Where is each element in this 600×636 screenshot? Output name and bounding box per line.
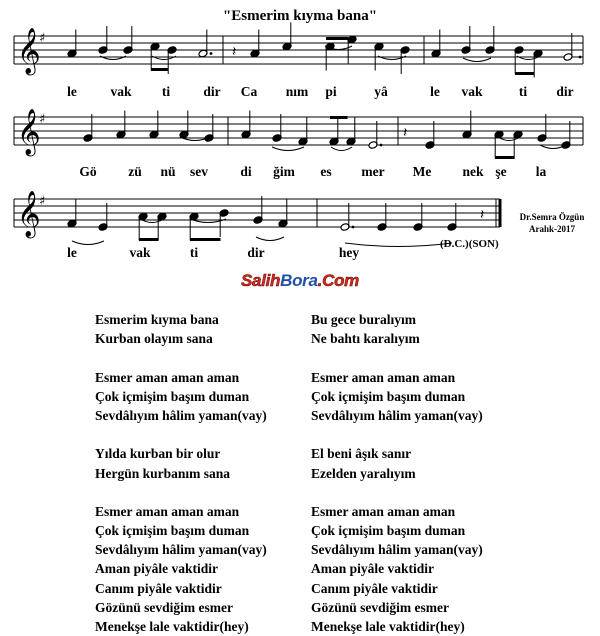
treble-clef-icon: 𝄞	[17, 191, 41, 237]
slur	[256, 237, 284, 241]
staff-syllable: zü	[128, 164, 142, 179]
slur	[272, 147, 304, 151]
staff-syllable: vak	[461, 84, 483, 99]
lyric-line: Menekşe lale vaktidir(hey)	[311, 619, 465, 634]
staff-syllable: ti	[518, 84, 528, 99]
lyric-line: Sevdâlıyım hâlim yaman(vay)	[95, 542, 267, 558]
lyric-line: Çok içmişim başım duman	[95, 388, 250, 404]
repeat-mark: (D.C.)(SON)	[440, 238, 499, 250]
composer-credit	[504, 211, 600, 235]
staff-syllable: yâ	[374, 84, 388, 99]
lyric-line: Esmerim kıyma bana	[95, 312, 219, 327]
lyric-line: Bu gece buralıyım	[311, 312, 416, 327]
staff-syllable: Gö	[79, 164, 97, 179]
staff-syllable: le	[67, 245, 77, 260]
sharp-icon: ♯	[39, 31, 46, 46]
staff-syllable: vak	[110, 84, 132, 99]
lyric-line: Esmer aman aman aman	[311, 503, 456, 519]
treble-clef-icon: 𝄞	[17, 109, 41, 155]
lyric-line: Gözünü sevdiğim esmer	[95, 599, 233, 615]
site-logo	[0, 271, 600, 291]
note-beam	[330, 116, 348, 119]
treble-clef-icon: 𝄞	[17, 28, 41, 74]
lyric-line: Esmer aman aman aman	[311, 369, 456, 385]
augmentation-dot	[210, 52, 213, 55]
song-title: "Esmerim kıyma bana"	[222, 8, 378, 24]
slur	[463, 58, 491, 62]
lyric-line: Kurban olayım sana	[95, 331, 213, 347]
lyric-line: Sevdâlıyım hâlim yaman(vay)	[311, 407, 483, 423]
note-beam	[190, 238, 221, 241]
lyric-line: Canım piyâle vaktidir	[311, 580, 438, 596]
staff-syllable: dir	[203, 84, 221, 99]
logo-part-2: Bora	[280, 271, 318, 290]
slur	[345, 243, 452, 247]
lyric-line: Menekşe lale vaktidir(hey)	[95, 619, 249, 634]
credit-name: Dr.Semra Özgün	[519, 212, 585, 222]
lyric-line: Çok içmişim başım duman	[311, 523, 466, 539]
note-beam	[139, 238, 159, 241]
lyric-line: Sevdâlıyım hâlim yaman(vay)	[311, 542, 483, 558]
note-beam	[495, 156, 515, 159]
staff-syllable: ti	[189, 245, 199, 260]
staff-syllable: le	[67, 84, 77, 99]
slur	[72, 241, 104, 245]
rest-icon: 𝄽	[232, 44, 237, 60]
lyric-line: El beni âşık sanır	[311, 446, 412, 462]
lyric-line: Ne bahtı karalıyım	[311, 331, 420, 347]
sharp-icon: ♯	[39, 194, 46, 209]
lyric-line: Canım piyâle vaktidir	[95, 580, 222, 596]
staff-syllable: le	[430, 84, 440, 99]
lyric-line: Çok içmişim başım duman	[95, 523, 250, 539]
staff-syllable: sev	[190, 164, 208, 179]
lyric-line: Esmer aman aman aman	[95, 503, 240, 519]
note-beam	[515, 72, 535, 75]
lyric-line: Yılda kurban bir olur	[95, 446, 221, 462]
slur	[331, 147, 352, 151]
augmentation-dot	[352, 226, 355, 229]
staff-syllable: Ca	[240, 84, 258, 99]
logo-part-1: Salih	[241, 271, 281, 290]
staff-syllable: dir	[556, 84, 574, 99]
staff-syllable: nü	[160, 164, 176, 179]
augmentation-dot	[380, 144, 383, 147]
sharp-icon: ♯	[39, 112, 46, 127]
staff-syllable: vak	[129, 245, 151, 260]
staff-syllable: hey	[338, 245, 360, 260]
staff-syllable: la	[535, 164, 547, 179]
credit-date: Aralık-2017	[529, 224, 575, 234]
staff-syllable: di	[240, 164, 252, 179]
lyric-line: Hergün kurbanım sana	[95, 465, 231, 481]
lyric-line: Gözünü sevdiğim esmer	[311, 599, 449, 615]
augmentation-dot	[579, 56, 582, 59]
staff-syllable: mer	[361, 164, 385, 179]
note-beam	[151, 68, 169, 71]
rest-icon: 𝄽	[403, 125, 408, 141]
staff-syllable: pi	[325, 84, 337, 99]
staff-syllable: es	[320, 164, 332, 179]
lyric-line: Aman piyâle vaktidir	[95, 561, 219, 577]
lyric-line: Ezelden yaralıyım	[311, 465, 416, 481]
lyric-line: Esmer aman aman aman	[95, 369, 240, 385]
rest-icon: 𝄽	[480, 207, 485, 223]
staff-syllable: nek	[462, 164, 484, 179]
staff-syllable: şe	[495, 164, 507, 179]
lyric-line: Çok içmişim başım duman	[311, 388, 466, 404]
staff-syllable: ğim	[273, 164, 295, 179]
note-beam	[326, 37, 349, 40]
lyrics-column-left	[95, 310, 267, 636]
staff-syllable: Me	[412, 164, 432, 179]
lyric-line: Sevdâlıyım hâlim yaman(vay)	[95, 407, 267, 423]
staff-syllable: nım	[285, 84, 309, 99]
logo-part-3: .Com	[317, 271, 359, 290]
staff-syllable: dir	[247, 245, 265, 260]
staff-syllable: ti	[161, 84, 171, 99]
lyric-line: Aman piyâle vaktidir	[311, 561, 435, 577]
lyrics-column-right	[311, 310, 483, 636]
